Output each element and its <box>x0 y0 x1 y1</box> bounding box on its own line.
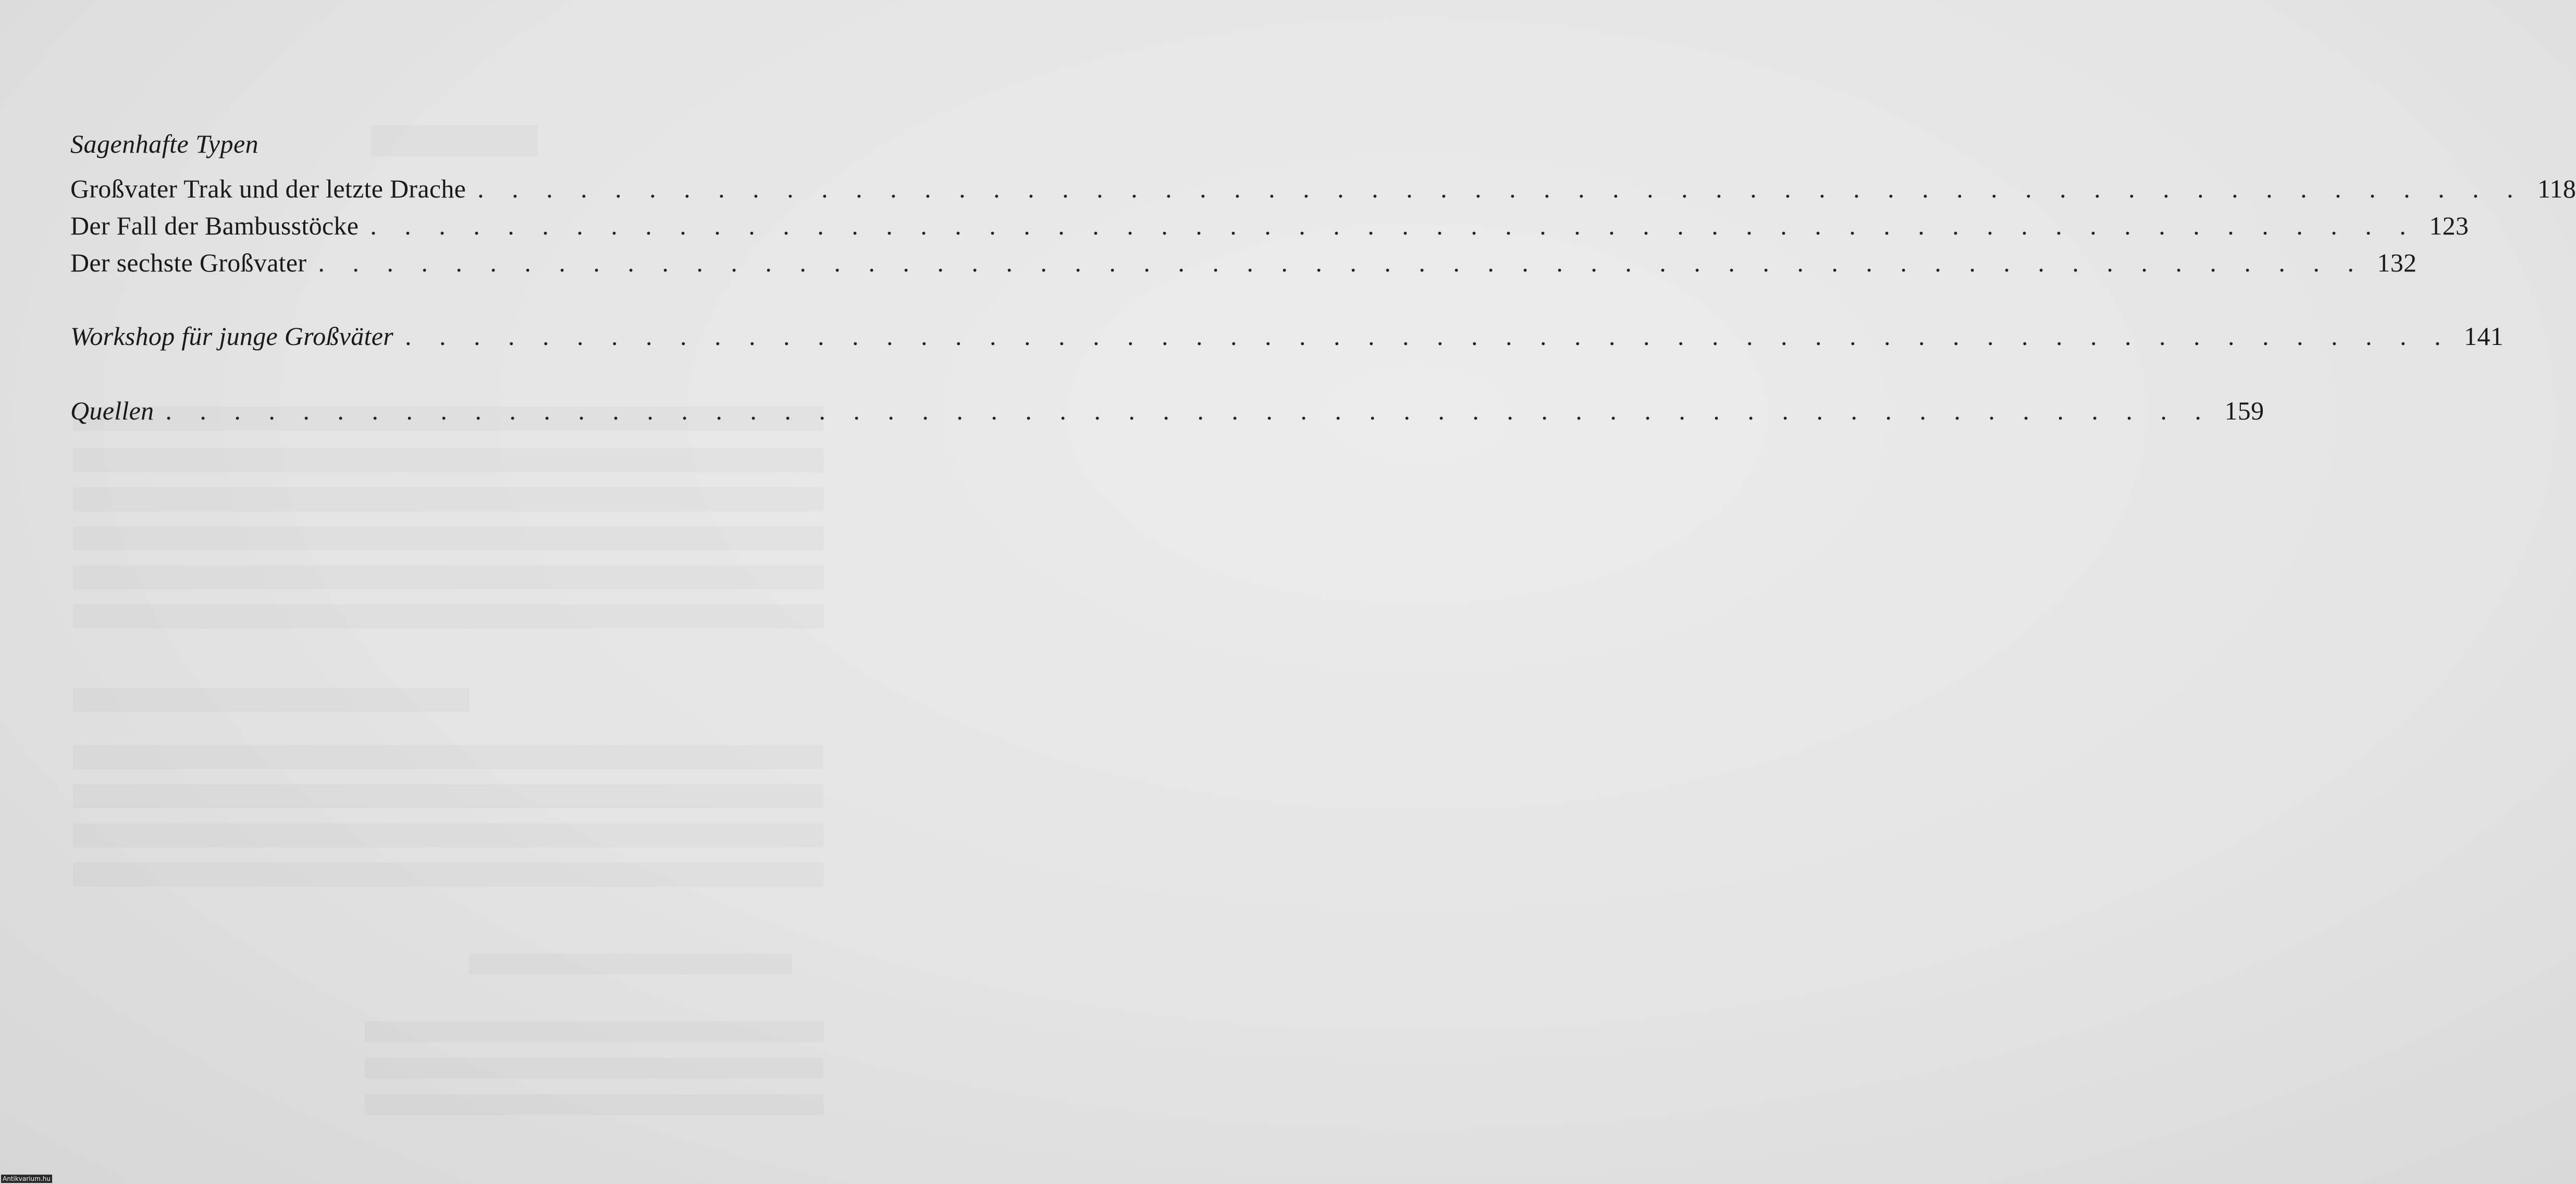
toc-entry-page: 132 <box>2377 248 2417 277</box>
spacer <box>70 281 826 318</box>
toc-entry <box>70 170 2576 207</box>
toc-entry-title: Workshop für junge Großväter <box>70 322 393 351</box>
toc-entry-title: Der sechste Großvater <box>70 248 307 277</box>
toc-entry-title: Großvater Trak und der letzte Drache <box>70 174 466 203</box>
toc-entry-page: 123 <box>2429 211 2469 240</box>
table-of-contents <box>70 128 2576 429</box>
toc-entry-title: Der Fall der Bambusstöcke <box>70 211 359 240</box>
dot-leader: . . . . . . . . . . . . . . . . . . . . . . . . . . . . . . . . . . . . . . . . . . . . . . . . . . . . . . . . . . . . <box>370 211 2417 240</box>
section-heading: Sagenhafte Typen <box>70 129 259 158</box>
dot-leader: . . . . . . . . . . . . . . . . . . . . . . . . . . . . . . . . . . . . . . . . . . . . . . . . . . . . . . . . . . . . <box>318 248 2365 277</box>
toc-entry <box>70 244 2417 281</box>
dot-leader: . . . . . . . . . . . . . . . . . . . . . . . . . . . . . . . . . . . . . . . . . . . . . . . . . . . . . . . . . . . . <box>477 174 2524 203</box>
dot-leader: . . . . . . . . . . . . . . . . . . . . . . . . . . . . . . . . . . . . . . . . . . . . . . . . . . . . . . . . . . . . <box>165 396 2212 425</box>
spacer <box>70 355 826 392</box>
toc-entry-quellen <box>70 392 2264 429</box>
toc-entry-page: 118 <box>2537 174 2576 203</box>
watermark-label: Antikvarium.hu <box>1 1175 52 1183</box>
toc-entry-page: 159 <box>2224 396 2264 425</box>
toc-entry-page: 141 <box>2464 322 2504 351</box>
toc-entry-workshop <box>70 318 2504 355</box>
toc-entry-title: Quellen <box>70 396 154 425</box>
dot-leader: . . . . . . . . . . . . . . . . . . . . . . . . . . . . . . . . . . . . . . . . . . . . . . . . . . . . . . . . . . . . <box>404 322 2451 351</box>
toc-entry <box>70 207 2469 244</box>
